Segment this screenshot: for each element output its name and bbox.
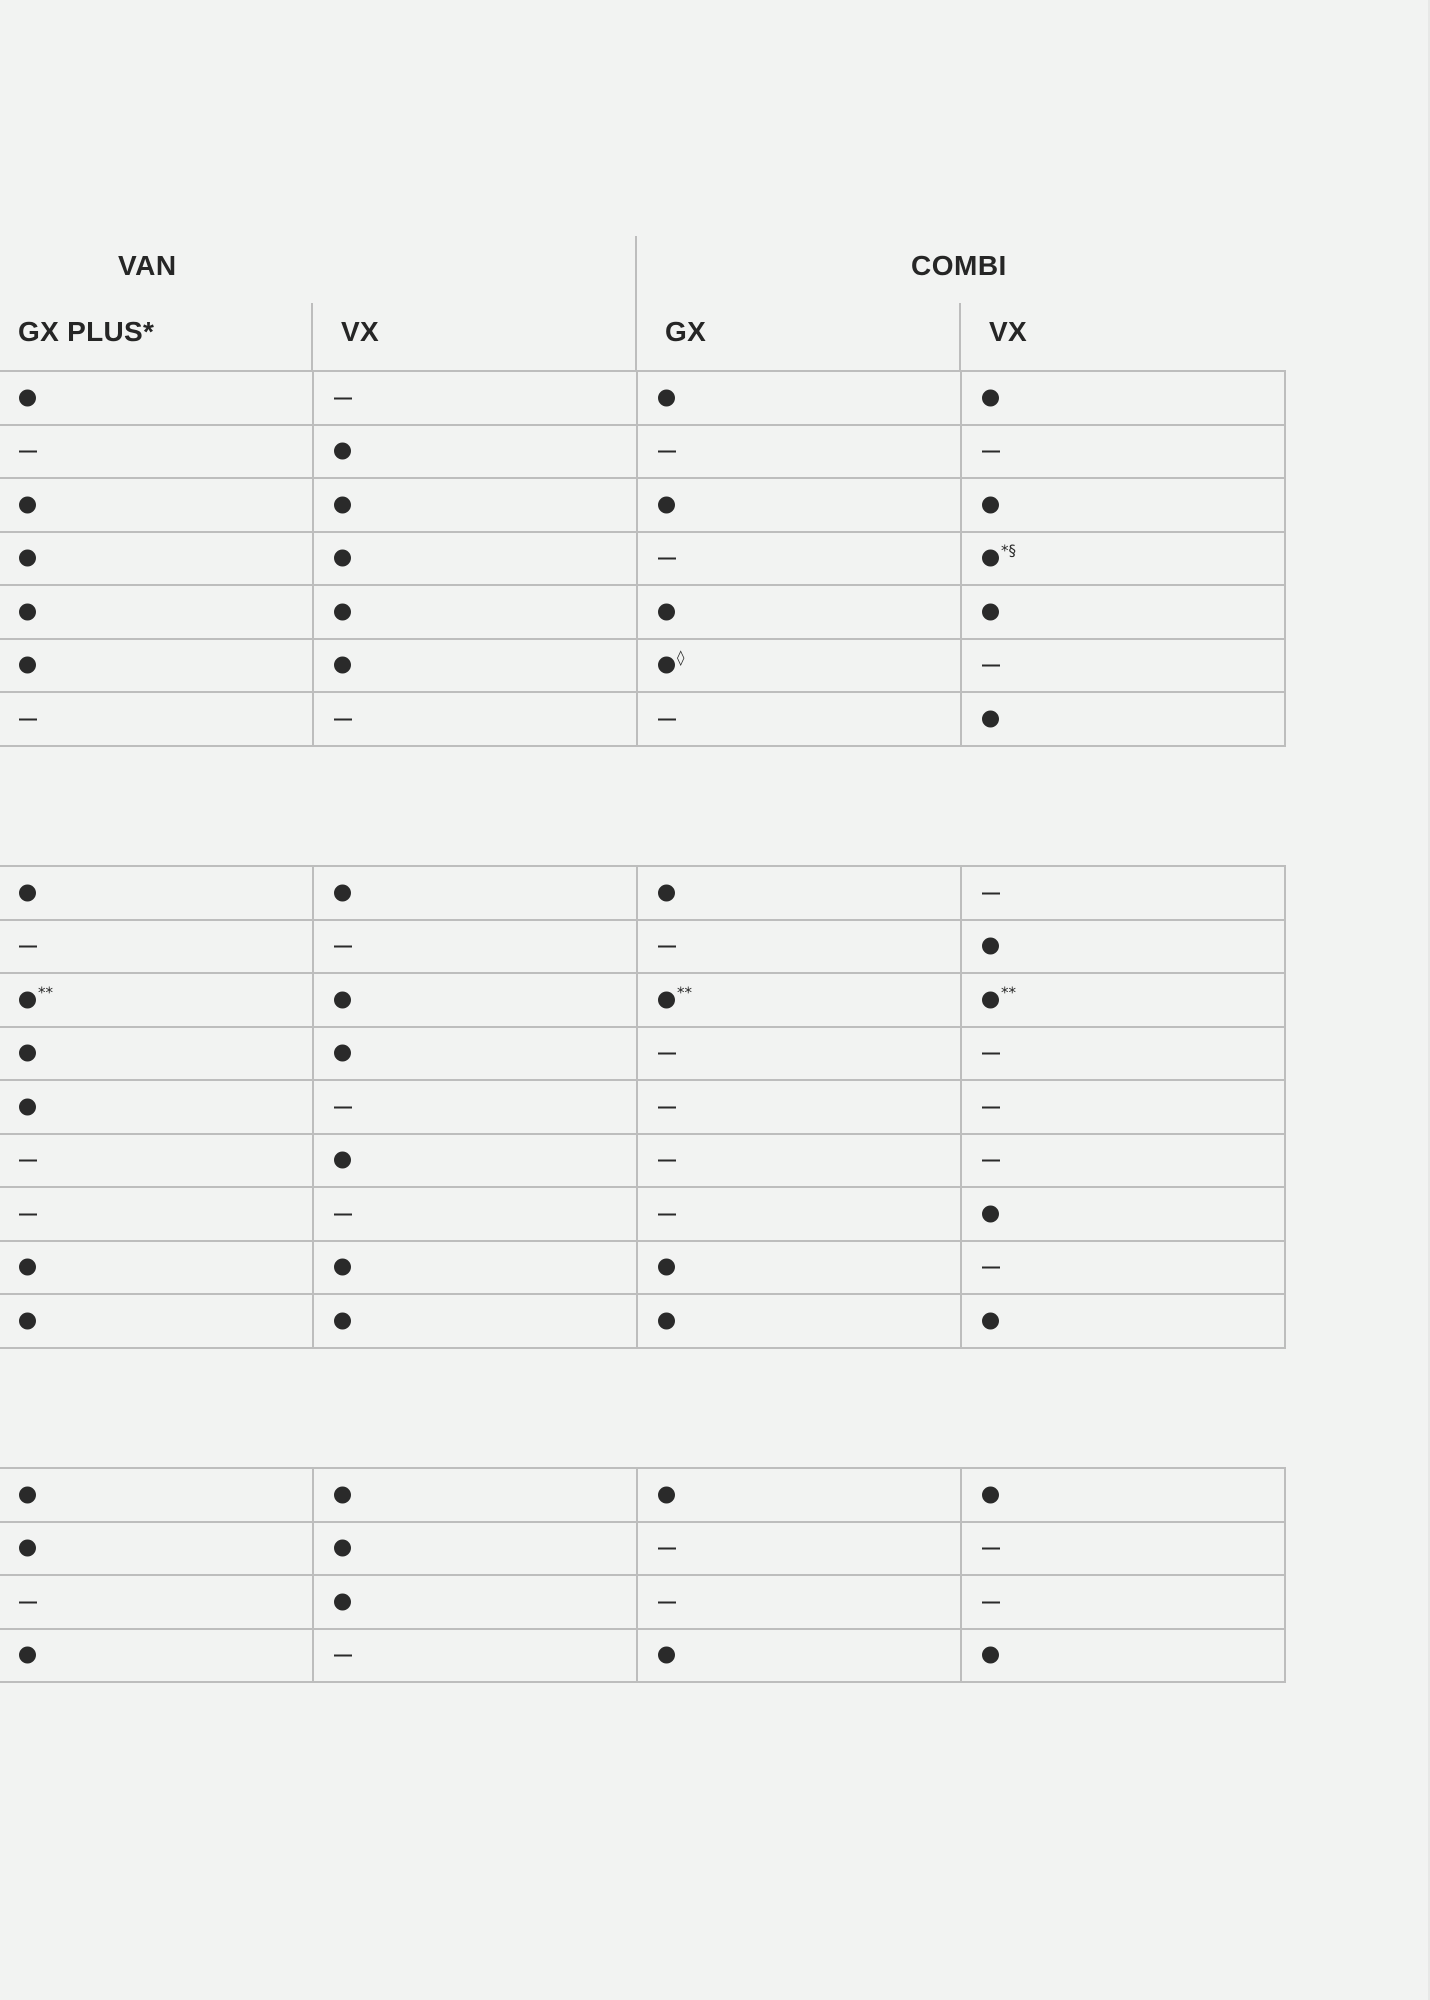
- dash-icon: [334, 1213, 352, 1215]
- bullet-icon: [334, 1152, 351, 1169]
- table-section-1: [0, 370, 1286, 747]
- table-cell: [312, 1135, 636, 1187]
- not-available-dash-icon: [19, 1159, 37, 1162]
- table-cell: [0, 1523, 312, 1575]
- bullet-icon: [658, 1259, 675, 1276]
- bullet-icon: [658, 1486, 675, 1503]
- bullet-icon: [334, 496, 351, 513]
- available-dot-icon: [982, 603, 999, 620]
- not-available-dash-icon: [982, 1159, 1000, 1162]
- dash-icon: [982, 1106, 1000, 1108]
- bullet-icon: [658, 884, 675, 901]
- bullet-icon: [982, 938, 999, 955]
- table-cell: [0, 1081, 312, 1133]
- available-dot-icon: [334, 1312, 351, 1329]
- dash-icon: [19, 1160, 37, 1162]
- dash-icon: [982, 1053, 1000, 1055]
- table-row: [0, 974, 1284, 1028]
- table-cell: [960, 1028, 1284, 1080]
- footnote-marker: **: [1001, 983, 1016, 1002]
- available-dot-icon: [334, 991, 351, 1008]
- available-dot-icon: [334, 443, 351, 460]
- dash-icon: [658, 1160, 676, 1162]
- bullet-icon: [19, 1647, 36, 1664]
- table-row: [0, 1523, 1284, 1577]
- table-cell: [636, 426, 960, 478]
- footnote-marker: **: [677, 983, 692, 1002]
- table-cell: [312, 867, 636, 919]
- available-dot-icon: [658, 1312, 675, 1329]
- dash-icon: [334, 397, 352, 399]
- table-section-3: [0, 1467, 1286, 1683]
- available-dot-icon: [982, 541, 1016, 567]
- dash-icon: [982, 1160, 1000, 1162]
- table-row: [0, 1295, 1284, 1349]
- table-cell: [0, 693, 312, 745]
- not-available-dash-icon: [19, 1600, 37, 1603]
- dash-icon: [334, 718, 352, 720]
- table-cell: [312, 1576, 636, 1628]
- not-available-dash-icon: [19, 945, 37, 948]
- available-dot-icon: [658, 648, 685, 674]
- bullet-icon: [658, 991, 675, 1008]
- bullet-icon: [982, 1312, 999, 1329]
- not-available-dash-icon: [658, 1547, 676, 1550]
- bullet-icon: [334, 1259, 351, 1276]
- table-cell: [960, 1469, 1284, 1521]
- bullet-icon: [334, 603, 351, 620]
- bullet-icon: [982, 550, 999, 567]
- available-dot-icon: [334, 884, 351, 901]
- available-dot-icon: [982, 983, 1016, 1008]
- available-dot-icon: [19, 1098, 36, 1115]
- table-cell: [960, 372, 1284, 424]
- not-available-dash-icon: [982, 891, 1000, 894]
- bullet-icon: [658, 1647, 675, 1664]
- available-dot-icon: [19, 603, 36, 620]
- table-row: [0, 1576, 1284, 1630]
- table-cell: [960, 586, 1284, 638]
- available-dot-icon: [334, 657, 351, 674]
- bullet-icon: [19, 1045, 36, 1062]
- not-available-dash-icon: [334, 717, 352, 720]
- table-cell: [0, 921, 312, 973]
- dash-icon: [658, 1213, 676, 1215]
- table-row: [0, 867, 1284, 921]
- available-dot-icon: [658, 389, 675, 406]
- table-row: [0, 1469, 1284, 1523]
- table-row: [0, 1242, 1284, 1296]
- table-cell: [960, 1081, 1284, 1133]
- not-available-dash-icon: [982, 450, 1000, 453]
- table-cell: [960, 533, 1284, 585]
- column-divider: [959, 303, 961, 372]
- dash-icon: [334, 1106, 352, 1108]
- not-available-dash-icon: [334, 945, 352, 948]
- table-cell: [960, 974, 1284, 1026]
- bullet-icon: [658, 657, 675, 674]
- table-cell: [960, 426, 1284, 478]
- table-cell: [636, 1135, 960, 1187]
- table-row: [0, 1135, 1284, 1189]
- table-cell: [960, 867, 1284, 919]
- table-cell: [0, 426, 312, 478]
- table-row: [0, 921, 1284, 975]
- table-row: [0, 1630, 1284, 1684]
- available-dot-icon: [19, 983, 53, 1008]
- table-cell: [0, 1630, 312, 1682]
- available-dot-icon: [19, 550, 36, 567]
- table-cell: [312, 1028, 636, 1080]
- table-cell: [0, 1028, 312, 1080]
- dash-icon: [658, 1053, 676, 1055]
- not-available-dash-icon: [658, 557, 676, 560]
- group-header-van: VAN: [118, 250, 177, 281]
- available-dot-icon: [658, 1259, 675, 1276]
- available-dot-icon: [334, 1486, 351, 1503]
- dash-icon: [658, 1601, 676, 1603]
- available-dot-icon: [19, 1647, 36, 1664]
- dash-icon: [982, 451, 1000, 453]
- available-dot-icon: [334, 1152, 351, 1169]
- available-dot-icon: [19, 657, 36, 674]
- bullet-icon: [19, 1540, 36, 1557]
- table-cell: [636, 974, 960, 1026]
- table-cell: [312, 693, 636, 745]
- table-cell: [960, 479, 1284, 531]
- dash-icon: [982, 1601, 1000, 1603]
- table-cell: [636, 1630, 960, 1682]
- available-dot-icon: [19, 1486, 36, 1503]
- table-cell: [0, 1295, 312, 1347]
- table-cell: [312, 479, 636, 531]
- not-available-dash-icon: [658, 1212, 676, 1215]
- footnote-marker: *§: [1001, 541, 1016, 560]
- bullet-icon: [19, 389, 36, 406]
- bullet-icon: [334, 550, 351, 567]
- available-dot-icon: [19, 389, 36, 406]
- bullet-icon: [982, 1205, 999, 1222]
- not-available-dash-icon: [982, 1266, 1000, 1269]
- bullet-icon: [982, 496, 999, 513]
- table-cell: [0, 1135, 312, 1187]
- table-cell: [636, 1576, 960, 1628]
- dash-icon: [19, 946, 37, 948]
- not-available-dash-icon: [334, 1105, 352, 1108]
- table-cell: [312, 586, 636, 638]
- dash-icon: [982, 1267, 1000, 1269]
- available-dot-icon: [658, 496, 675, 513]
- table-cell: [312, 426, 636, 478]
- available-dot-icon: [658, 1647, 675, 1664]
- bullet-icon: [19, 1098, 36, 1115]
- group-divider: [635, 236, 637, 372]
- table-cell: [0, 974, 312, 1026]
- available-dot-icon: [334, 550, 351, 567]
- table-cell: [312, 1188, 636, 1240]
- table-cell: [960, 693, 1284, 745]
- table-cell: [960, 1630, 1284, 1682]
- dash-icon: [19, 1601, 37, 1603]
- dash-icon: [658, 558, 676, 560]
- available-dot-icon: [19, 496, 36, 513]
- table-row: [0, 1188, 1284, 1242]
- bullet-icon: [982, 1486, 999, 1503]
- bullet-icon: [19, 657, 36, 674]
- table-row: [0, 1081, 1284, 1135]
- bullet-icon: [334, 1045, 351, 1062]
- dash-icon: [19, 718, 37, 720]
- dash-icon: [658, 1106, 676, 1108]
- table-row: [0, 586, 1284, 640]
- bullet-icon: [982, 603, 999, 620]
- dash-icon: [19, 1213, 37, 1215]
- table-cell: [636, 586, 960, 638]
- dash-icon: [19, 451, 37, 453]
- available-dot-icon: [982, 1312, 999, 1329]
- table-cell: [312, 640, 636, 692]
- table-cell: [636, 693, 960, 745]
- bullet-icon: [19, 550, 36, 567]
- not-available-dash-icon: [982, 664, 1000, 667]
- available-dot-icon: [982, 1205, 999, 1222]
- available-dot-icon: [982, 1647, 999, 1664]
- not-available-dash-icon: [982, 1600, 1000, 1603]
- bullet-icon: [982, 1647, 999, 1664]
- table-cell: [960, 1188, 1284, 1240]
- table-cell: [0, 1242, 312, 1294]
- table-cell: [960, 1135, 1284, 1187]
- bullet-icon: [658, 389, 675, 406]
- dash-icon: [658, 718, 676, 720]
- bullet-icon: [658, 1312, 675, 1329]
- not-available-dash-icon: [658, 1105, 676, 1108]
- not-available-dash-icon: [334, 1212, 352, 1215]
- not-available-dash-icon: [658, 1052, 676, 1055]
- table-cell: [636, 479, 960, 531]
- not-available-dash-icon: [658, 1600, 676, 1603]
- table-cell: [312, 921, 636, 973]
- not-available-dash-icon: [658, 717, 676, 720]
- table-row: [0, 1028, 1284, 1082]
- available-dot-icon: [334, 1593, 351, 1610]
- not-available-dash-icon: [658, 945, 676, 948]
- table-row: [0, 693, 1284, 747]
- dash-icon: [982, 1548, 1000, 1550]
- column-header-van-gx-plus: GX PLUS*: [18, 316, 155, 347]
- bullet-icon: [334, 884, 351, 901]
- available-dot-icon: [19, 1540, 36, 1557]
- table-cell: [312, 1469, 636, 1521]
- dash-icon: [982, 892, 1000, 894]
- bullet-icon: [658, 496, 675, 513]
- table-cell: [0, 533, 312, 585]
- available-dot-icon: [334, 1045, 351, 1062]
- table-cell: [312, 974, 636, 1026]
- bullet-icon: [982, 991, 999, 1008]
- not-available-dash-icon: [982, 1105, 1000, 1108]
- group-header-combi: COMBI: [911, 250, 1007, 281]
- table-cell: [0, 479, 312, 531]
- table-cell: [636, 640, 960, 692]
- table-cell: [0, 640, 312, 692]
- table-cell: [0, 586, 312, 638]
- available-dot-icon: [334, 603, 351, 620]
- table-cell: [636, 1469, 960, 1521]
- not-available-dash-icon: [19, 717, 37, 720]
- not-available-dash-icon: [334, 1654, 352, 1657]
- available-dot-icon: [658, 1486, 675, 1503]
- dash-icon: [658, 451, 676, 453]
- available-dot-icon: [658, 983, 692, 1008]
- available-dot-icon: [658, 884, 675, 901]
- table-cell: [312, 1295, 636, 1347]
- available-dot-icon: [334, 1540, 351, 1557]
- bullet-icon: [19, 603, 36, 620]
- available-dot-icon: [19, 1259, 36, 1276]
- dash-icon: [334, 1655, 352, 1657]
- bullet-icon: [334, 1540, 351, 1557]
- column-header-combi-vx: VX: [989, 316, 1027, 347]
- bullet-icon: [334, 991, 351, 1008]
- available-dot-icon: [982, 710, 999, 727]
- dash-icon: [334, 946, 352, 948]
- not-available-dash-icon: [658, 1159, 676, 1162]
- table-section-2: [0, 865, 1286, 1349]
- bullet-icon: [19, 1486, 36, 1503]
- available-dot-icon: [658, 603, 675, 620]
- available-dot-icon: [982, 1486, 999, 1503]
- table-cell: [636, 1295, 960, 1347]
- table-cell: [0, 1576, 312, 1628]
- bullet-icon: [19, 991, 36, 1008]
- table-row: [0, 372, 1284, 426]
- table-cell: [636, 1242, 960, 1294]
- not-available-dash-icon: [658, 450, 676, 453]
- table-cell: [312, 533, 636, 585]
- table-row: [0, 533, 1284, 587]
- bullet-icon: [334, 1312, 351, 1329]
- dash-icon: [658, 946, 676, 948]
- available-dot-icon: [19, 1312, 36, 1329]
- column-divider: [311, 303, 313, 372]
- dash-icon: [982, 665, 1000, 667]
- available-dot-icon: [19, 1045, 36, 1062]
- bullet-icon: [334, 443, 351, 460]
- bullet-icon: [334, 657, 351, 674]
- table-cell: [312, 1523, 636, 1575]
- bullet-icon: [19, 1312, 36, 1329]
- column-header-van-vx: VX: [341, 316, 379, 347]
- available-dot-icon: [982, 389, 999, 406]
- table-cell: [960, 1523, 1284, 1575]
- not-available-dash-icon: [982, 1547, 1000, 1550]
- bullet-icon: [334, 1486, 351, 1503]
- available-dot-icon: [982, 496, 999, 513]
- table-cell: [960, 640, 1284, 692]
- table-cell: [0, 1469, 312, 1521]
- table-cell: [636, 1523, 960, 1575]
- footnote-marker: ◊: [677, 648, 685, 667]
- table-cell: [312, 1081, 636, 1133]
- bullet-icon: [982, 710, 999, 727]
- table-cell: [636, 1028, 960, 1080]
- table-cell: [960, 1576, 1284, 1628]
- not-available-dash-icon: [19, 1212, 37, 1215]
- table-cell: [636, 921, 960, 973]
- table-cell: [636, 1188, 960, 1240]
- bullet-icon: [658, 603, 675, 620]
- available-dot-icon: [334, 1259, 351, 1276]
- bullet-icon: [334, 1593, 351, 1610]
- table-cell: [960, 1295, 1284, 1347]
- not-available-dash-icon: [334, 396, 352, 399]
- not-available-dash-icon: [19, 450, 37, 453]
- bullet-icon: [19, 884, 36, 901]
- available-dot-icon: [334, 496, 351, 513]
- table-cell: [636, 867, 960, 919]
- bullet-icon: [19, 1259, 36, 1276]
- table-cell: [960, 1242, 1284, 1294]
- table-cell: [636, 372, 960, 424]
- table-cell: [312, 1630, 636, 1682]
- footnote-marker: **: [38, 983, 53, 1002]
- table-row: [0, 640, 1284, 694]
- table-cell: [636, 533, 960, 585]
- bullet-icon: [982, 389, 999, 406]
- table-row: [0, 426, 1284, 480]
- table-cell: [960, 921, 1284, 973]
- available-dot-icon: [19, 884, 36, 901]
- table-cell: [312, 1242, 636, 1294]
- table-cell: [0, 867, 312, 919]
- available-dot-icon: [982, 938, 999, 955]
- table-row: [0, 479, 1284, 533]
- column-header-combi-gx: GX: [665, 316, 707, 347]
- not-available-dash-icon: [982, 1052, 1000, 1055]
- table-cell: [636, 1081, 960, 1133]
- table-cell: [0, 1188, 312, 1240]
- dash-icon: [658, 1548, 676, 1550]
- table-cell: [0, 372, 312, 424]
- table-cell: [312, 372, 636, 424]
- bullet-icon: [19, 496, 36, 513]
